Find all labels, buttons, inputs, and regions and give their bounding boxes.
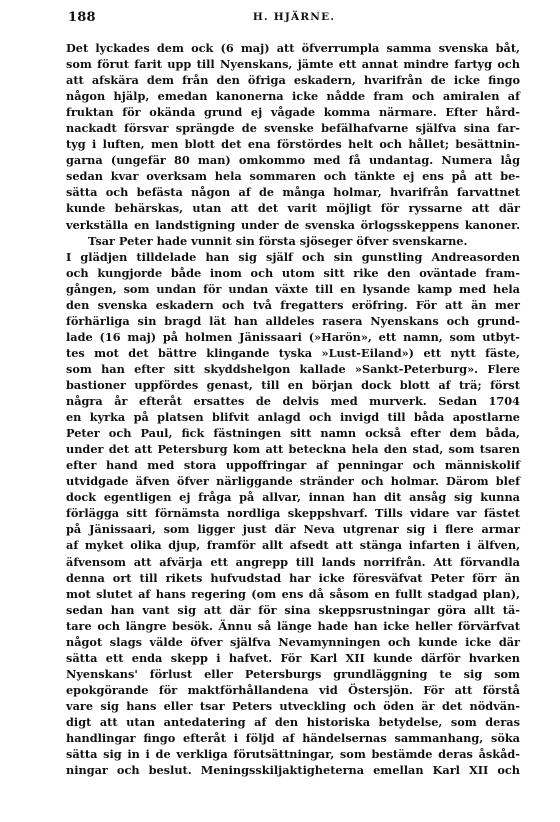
text-line: epokgörande för maktförhållandena vid Östersjön. För att förstå [66,682,520,697]
text-line: I glädjen tilldelade han sig själf och sin gunstling Andreasorden [66,249,520,264]
text-line: verkställa en landstigning under de svenska örlogsskeppens kanoner. [66,217,520,232]
text-line: äfvensom att afvärja ett angrepp till lands norrifrån. Att förvandla [66,554,520,569]
text-line: på Jänissaari, som ligger just där Neva utgrenar sig i flere armar [66,522,520,537]
text-line: en kyrka på platsen blifvit anlagd och invigd till båda apostlarne [66,410,520,425]
text-line: Det lyckades dem ock (6 maj) att öfverrumpla samma svenska båt, [66,41,520,55]
text-line: handlingar fingo efteråt i följd af händelsernas sammanhang, söka [66,731,520,746]
text-line: ningar och beslut. Meningsskiljaktigheterna emellan Karl XII och [66,763,520,778]
text-line: förhärliga sin bragd lät han alldeles rasera Nyenskans och grund- [66,313,520,328]
text-line: tare och längre besök. Ännu så länge hade han icke heller förvärfvat [66,618,520,633]
text-line: Nyenskans' förlust eller Petersburgs grundläggning te sig som [66,666,520,681]
text-line: tyg i luften, men blott det ena förstördes helt och hållet; besättnin- [66,137,520,152]
text-line: att afskära dem från den öfriga eskadern, hvarifrån de icke fingo [66,73,520,88]
text-line: Peter och Paul, fick fästningen sitt namn också efter dem båda, [66,426,520,441]
text-line: den svenska eskadern och två fregatters eröfring. För att än mer [66,297,520,312]
text-line: några år efteråt ersattes de delvis med murverk. Sedan 1704 [66,394,520,409]
page-header [68,10,520,30]
text-line: sätta och befästa någon af de många holmar, hvarifrån farvattnet [66,185,520,200]
text-line: som förut farit upp till Nyenskans, jämte ett annat mindre fartyg och [66,57,520,72]
text-line: under det att Petersburg kom att beteckna hela den stad, som tsaren [66,442,520,457]
text-line: sätta sig in i de verkliga förutsättningar, som bestämde deras åskåd- [66,747,520,762]
text-line: sätta ett enda skepp i hafvet. För Karl XII kunde därför hvarken [66,650,520,665]
text-line: Tsar Peter hade vunnit sin första sjöseger öfver svenskarne. [88,233,468,248]
text-line: bastioner uppfördes genast, till en början dock blott af trä; först [66,377,520,392]
text-line: tes mot det bättre klingande tyska »Lust-Eiland») ett nytt fäste, [66,345,520,360]
text-line: utvidgade äfven öfver närliggande stränder och holmar. Därom blef [66,474,520,489]
text-line: fruktan för okända grund ej vågade komma närmare. Efter hård- [66,105,520,120]
text-line: lade (16 maj) på holmen Jänissaari (»Harön», ett namn, som utbyt- [66,329,520,344]
text-line: digt att utan antedatering af den historiska betydelse, som deras [66,714,520,729]
text-line: förlägga sitt förnämsta nordliga skeppshvarf. Tills vidare var fästet [66,506,520,521]
page-number: 188 [68,10,96,25]
text-line: något slags välde öfver själfva Nevamynningen och kunde icke där [66,634,520,649]
text-line: efter hand med stora uppoffringar af penningar och människolif [66,458,520,473]
body-text [66,40,520,778]
text-line: sedan kvar overksam hela sommaren och tänkte ej ens på att be- [66,169,520,184]
text-line: och kungjorde både inom och utom sitt rike den oväntade fram- [66,265,520,280]
text-line: nackadt försvar sprängde de svenske befälhafvarne själfva sina far- [66,121,520,136]
text-line: sedan han vant sig att där för sina skeppsrustningar göra allt tä- [66,602,520,617]
text-line: garna (ungefär 80 man) omkommo med få undantag. Numera låg [66,153,520,168]
text-line: gången, som undan för undan växte till en lysande kamp med hela [66,281,520,296]
text-line: någon hjälp, emedan kanonerna icke nådde fram och amiralen af [66,89,520,104]
running-head: H. HJÄRNE. [252,11,336,23]
text-line: mot slutet af hans regering (om ens då såsom en fullt stadgad plan), [66,586,520,601]
text-line: kunde behärskas, utan att det varit möjligt för ryssarne att där [66,201,520,216]
text-line: denna ort till rikets hufvudstad har icke föresväfvat Peter förr än [66,570,520,585]
text-line: som han efter sitt skyddshelgon kallade »Sankt-Peterburg». Flere [66,361,520,376]
text-line: af myket olika djup, framför allt afsedt att stänga infarten i älfven, [66,538,520,553]
text-line: dock egentligen ej fråga på allvar, innan han dit ansåg sig kunna [66,490,520,505]
text-line: vare sig hans eller tsar Peters utveckling och öden är det nödvän- [66,698,520,713]
